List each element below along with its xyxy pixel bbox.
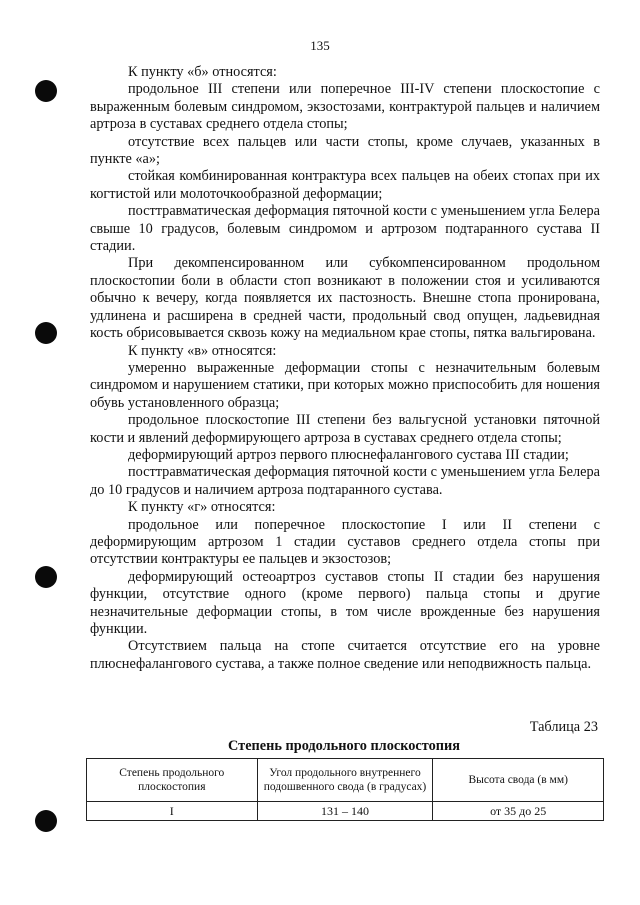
paragraph: продольное III степени или поперечное III-IV степени плоскостопие с выраженным болевым синдромом, экзостозами, контрактурой пальцев и наличием артроза в суставах среднего отдела стопы; xyxy=(90,81,600,133)
table-row xyxy=(87,802,604,821)
paragraph: К пункту «г» относятся: xyxy=(128,499,276,516)
punch-hole-3 xyxy=(35,566,57,588)
paragraph: стойкая комбинированная контрактура всех пальцев на обеих стопах при их когтистой или молоточкообразной деформации; xyxy=(90,168,600,202)
paragraph: Отсутствием пальца на стопе считается отсутствие его на уровне плюснефалангового сустава, а также полное сведение или неподвижность пальца. xyxy=(90,638,600,672)
paragraph: продольное или поперечное плоскостопие I или II степени с деформирующим артрозом 1 стадии суставов среднего отдела стопы при отсутствии контрактуры ее пальцев и экзостозов; xyxy=(90,516,600,568)
document-body xyxy=(90,64,600,673)
table-cell: I xyxy=(87,802,258,821)
paragraph: отсутствие всех пальцев или части стопы, кроме случаев, указанных в пункте «а»; xyxy=(90,133,600,168)
paragraph: К пункту «б» относятся: xyxy=(128,64,277,80)
punch-hole-1 xyxy=(35,80,57,102)
table-caption: Таблица 23 xyxy=(529,719,598,735)
paragraph: посттравматическая деформация пяточной кости с уменьшением угла Белера до 10 градусов и наличием артроза подтаранного сустава. xyxy=(90,464,600,498)
page-number: 135 xyxy=(310,38,330,53)
table-header-cell: Угол продольного внутреннего подошвенного свода (в градусах) xyxy=(257,759,433,802)
table-cell: от 35 до 25 xyxy=(433,802,604,821)
paragraph: посттравматическая деформация пяточной кости с уменьшением угла Белера свыше 10 градусов, болевым синдромом и артрозом подтаранного сустава II стадии. xyxy=(90,203,600,255)
punch-hole-2 xyxy=(35,322,57,344)
table-header-cell: Высота свода (в мм) xyxy=(433,759,604,802)
table-header-cell: Степень продольного плоскостопия xyxy=(87,759,258,802)
paragraph: При декомпенсированном или субкомпенсированном продольном плоскостопии боли в области стоп возникают в положении стоя и усиливаются обычно к вечеру, когда появляется их пастозность. Внешне стопа пронирована, удлинена и расширена в средней части, продольный свод опущен, ладьевидная кость обрисовывается сквозь кожу на медиальном крае стопы, пятка вальгирована. xyxy=(90,255,600,342)
table-header-row xyxy=(87,759,604,802)
flatfoot-table xyxy=(86,758,604,821)
paragraph: умеренно выраженные деформации стопы с незначительным болевым синдромом и нарушением статики, при которых можно приспособить для ношения обувь установленного образца; xyxy=(90,359,600,411)
table-title: Степень продольного плоскостопия xyxy=(228,738,460,754)
table-cell: 131 – 140 xyxy=(257,802,433,821)
paragraph: К пункту «в» относятся: xyxy=(128,342,277,359)
punch-hole-4 xyxy=(35,810,57,832)
paragraph: деформирующий остеоартроз суставов стопы II стадии без нарушения функции, отсутствие одного (кроме первого) пальца стопы и другие незначительные деформации стопы, в том числе врожденные без нарушения функции. xyxy=(90,568,600,637)
paragraph: продольное плоскостопие III степени без вальгусной установки пяточной кости и явлений деформирующего артроза в суставах среднего отдела стопы; xyxy=(90,412,600,446)
paragraph: деформирующий артроз первого плюснефалангового сустава III стадии; xyxy=(128,446,569,463)
